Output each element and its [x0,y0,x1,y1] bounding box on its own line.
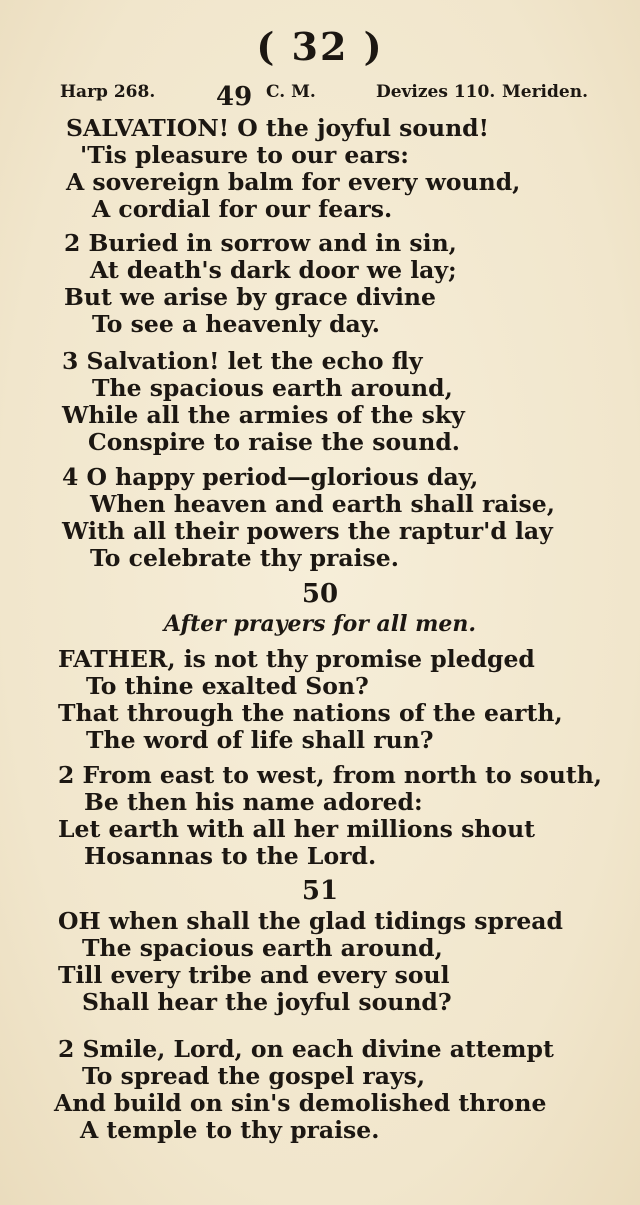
page-number: ( 32 ) [256,24,384,69]
hymn-line: Conspire to raise the sound. [88,428,460,456]
hymn-line: Hosannas to the Lord. [84,842,377,870]
hymn-line: 4 O happy period—glorious day, [62,463,479,491]
tune-meter: C. M. [266,82,316,102]
hymn-line: SALVATION! O the joyful sound! [66,114,489,142]
hymn-line: When heaven and earth shall raise, [90,490,555,518]
tune-meriden: Meriden. [501,82,588,102]
hymn-line: The spacious earth around, [92,374,453,402]
hymn-line: 2 Buried in sorrow and in sin, [64,229,457,257]
hymn-line: A cordial for our fears. [92,195,393,223]
hymn-line: The word of life shall run? [86,726,434,754]
hymn-line: Till every tribe and every soul [58,961,450,989]
hymn-subtitle: After prayers for all men. [163,611,477,637]
hymn-line: To spread the gospel rays, [82,1062,426,1090]
tune-devizes: Devizes 110. [376,82,496,102]
hymn-line: To celebrate thy praise. [90,544,399,572]
hymn-line: 2 Smile, Lord, on each divine attempt [58,1035,554,1063]
hymn-line: That through the nations of the earth, [58,699,563,727]
hymn-line: Be then his name adored: [84,788,423,816]
hymn-line: While all the armies of the sky [62,401,465,429]
hymn-line: FATHER, is not thy promise pledged [58,645,535,673]
hymn-line: With all their powers the raptur'd lay [62,517,553,545]
tune-harp: Harp 268. [60,82,156,102]
hymn-line: But we arise by grace divine [64,283,436,311]
tune-header [60,82,588,110]
hymn-number-51: 51 [301,876,339,906]
hymn-line: A sovereign balm for every wound, [66,168,521,196]
hymn-line: And build on sin's demolished throne [54,1089,547,1117]
hymn-line: 3 Salvation! let the echo fly [62,347,423,375]
hymn-line: Let earth with all her millions shout [58,815,536,843]
hymn-line: 2 From east to west, from north to south, [58,761,602,789]
hymn-number-49: 49 [216,82,253,112]
hymn-line: 'Tis pleasure to our ears: [80,141,409,169]
hymn-number-50: 50 [301,579,339,609]
hymn-line: Shall hear the joyful sound? [82,988,452,1016]
hymn-line: OH when shall the glad tidings spread [58,907,563,935]
hymn-line: A temple to thy praise. [80,1116,380,1144]
hymn-line: To thine exalted Son? [86,672,369,700]
hymn-line: To see a heavenly day. [92,310,380,338]
hymn-line: The spacious earth around, [82,934,443,962]
hymn-line: At death's dark door we lay; [90,256,457,284]
